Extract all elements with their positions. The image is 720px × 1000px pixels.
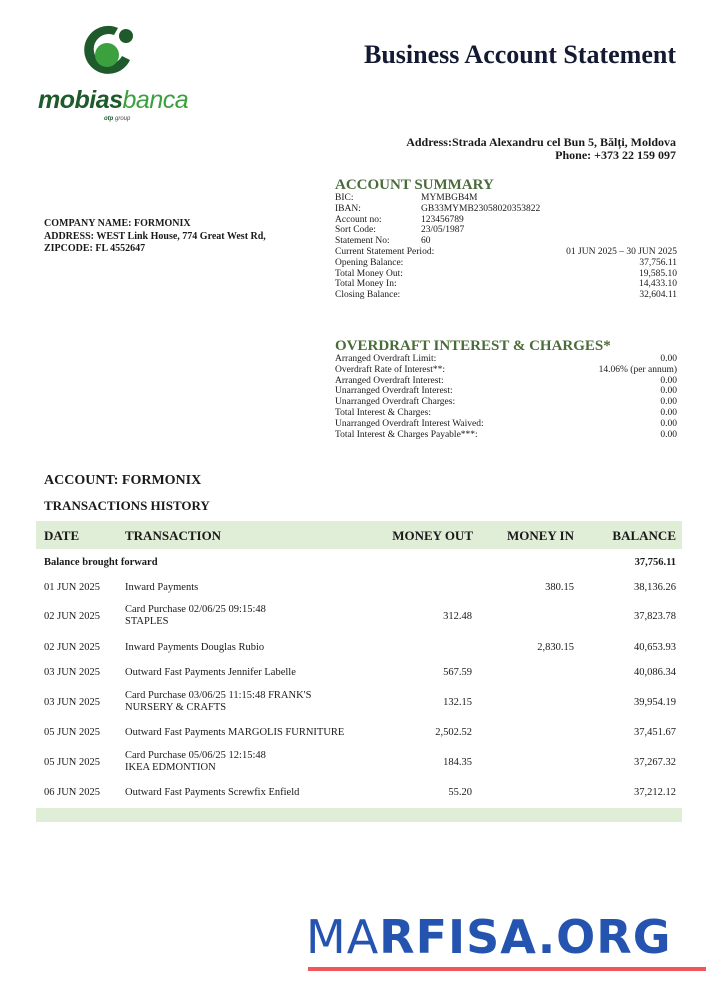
company-name: COMPANY NAME: FORMONIX bbox=[44, 218, 191, 229]
bank-logo bbox=[36, 18, 189, 128]
table-row: 03 JUN 2025 Card Purchase 03/06/25 11:15:48 FRANK'S NURSERY & CRAFTS 132.15 39,954.19 bbox=[44, 690, 676, 713]
account-heading: ACCOUNT: FORMONIX bbox=[44, 473, 202, 488]
table-row: 01 JUN 2025 Inward Payments 380.15 38,136.26 bbox=[44, 582, 676, 593]
company-address: ADDRESS: WEST Link House, 774 Great West Rd, bbox=[44, 230, 266, 242]
transactions-heading: TRANSACTIONS HISTORY bbox=[44, 498, 210, 513]
table-row: 06 JUN 2025 Outward Fast Payments Screwfix Enfield 55.20 37,212.12 bbox=[44, 787, 676, 798]
column-header-transaction: TRANSACTION bbox=[125, 528, 222, 543]
summary-row-closing-balance: Closing Balance: 32,604.11 bbox=[335, 290, 677, 301]
column-header-date: DATE bbox=[44, 528, 80, 543]
overdraft-row: Unarranged Overdraft Charges: 0.00 bbox=[335, 397, 677, 408]
bank-contact bbox=[406, 136, 676, 162]
overdraft-row: Arranged Overdraft Limit: 0.00 bbox=[335, 354, 677, 364]
company-info bbox=[44, 218, 266, 256]
table-header bbox=[36, 521, 682, 549]
column-header-money-out: MONEY OUT bbox=[392, 528, 473, 543]
bank-logo-icon bbox=[78, 20, 138, 80]
bank-address: Address:Strada Alexandru cel Bun 5, Bălți, Moldova bbox=[406, 135, 676, 149]
summary-row-opening-balance: Opening Balance: 37,756.11 bbox=[335, 257, 677, 268]
account-summary bbox=[335, 178, 677, 301]
bank-logo-subtitle: otp group bbox=[104, 116, 131, 122]
summary-row-bic: BIC: MYMBGB4M bbox=[335, 193, 478, 203]
bank-logo-wordmark: mobiasbanca bbox=[38, 86, 189, 114]
transactions-table bbox=[36, 521, 682, 806]
table-row: 05 JUN 2025 Outward Fast Payments MARGOLIS FURNITURE 2,502.52 37,451.67 bbox=[44, 727, 676, 738]
column-header-money-in: MONEY IN bbox=[506, 528, 574, 543]
overdraft-charges bbox=[335, 339, 677, 440]
table-row: 02 JUN 2025 Inward Payments Douglas Rubio 2,830.15 40,653.93 bbox=[44, 642, 676, 653]
summary-row-iban: IBAN: GB33MYMB23058020353822 bbox=[335, 203, 541, 214]
overdraft-row: Total Interest & Charges Payable***: 0.00 bbox=[335, 429, 677, 440]
company-zipcode: ZIPCODE: FL 4552647 bbox=[44, 243, 146, 254]
summary-row-period: Current Statement Period: 01 JUN 2025 – 30 JUN 2025 bbox=[335, 246, 677, 257]
watermark-underline bbox=[308, 967, 706, 971]
overdraft-row: Unarranged Overdraft Interest: 0.00 bbox=[335, 386, 677, 397]
overdraft-heading: OVERDRAFT INTEREST & CHARGES* bbox=[335, 338, 611, 354]
document-title: Business Account Statement bbox=[363, 40, 676, 69]
table-footer-bar bbox=[36, 808, 682, 822]
summary-row-money-in: Total Money In: 14,433.10 bbox=[335, 279, 677, 290]
watermark-brand: MARFISA.ORG bbox=[306, 910, 672, 964]
balance-brought-forward-row: Balance brought forward 37,756.11 bbox=[44, 557, 676, 568]
table-row: 02 JUN 2025 Card Purchase 02/06/25 09:15:48 STAPLES 312.48 37,823.78 bbox=[44, 604, 676, 627]
bank-phone: Phone: +373 22 159 097 bbox=[555, 148, 676, 162]
overdraft-row: Unarranged Overdraft Interest Waived: 0.00 bbox=[335, 418, 677, 429]
overdraft-row: Total Interest & Charges: 0.00 bbox=[335, 407, 677, 418]
table-row: 05 JUN 2025 Card Purchase 05/06/25 12:15:48 IKEA EDMONTION 184.35 37,267.32 bbox=[44, 750, 676, 773]
summary-row-money-out: Total Money Out: 19,585.10 bbox=[335, 268, 677, 279]
summary-row-sort-code: Sort Code: 23/05/1987 bbox=[335, 225, 465, 236]
summary-row-statement-no: Statement No: 60 bbox=[335, 236, 431, 247]
column-header-balance: BALANCE bbox=[612, 528, 676, 543]
summary-row-account-no: Account no: 123456789 bbox=[335, 214, 464, 225]
table-row: 03 JUN 2025 Outward Fast Payments Jennifer Labelle 567.59 40,086.34 bbox=[44, 667, 676, 678]
overdraft-row: Arranged Overdraft Interest: 0.00 bbox=[335, 375, 677, 386]
account-summary-heading: ACCOUNT SUMMARY bbox=[335, 177, 494, 193]
overdraft-row: Overdraft Rate of Interest**: 14.06% (per annum) bbox=[335, 364, 677, 375]
